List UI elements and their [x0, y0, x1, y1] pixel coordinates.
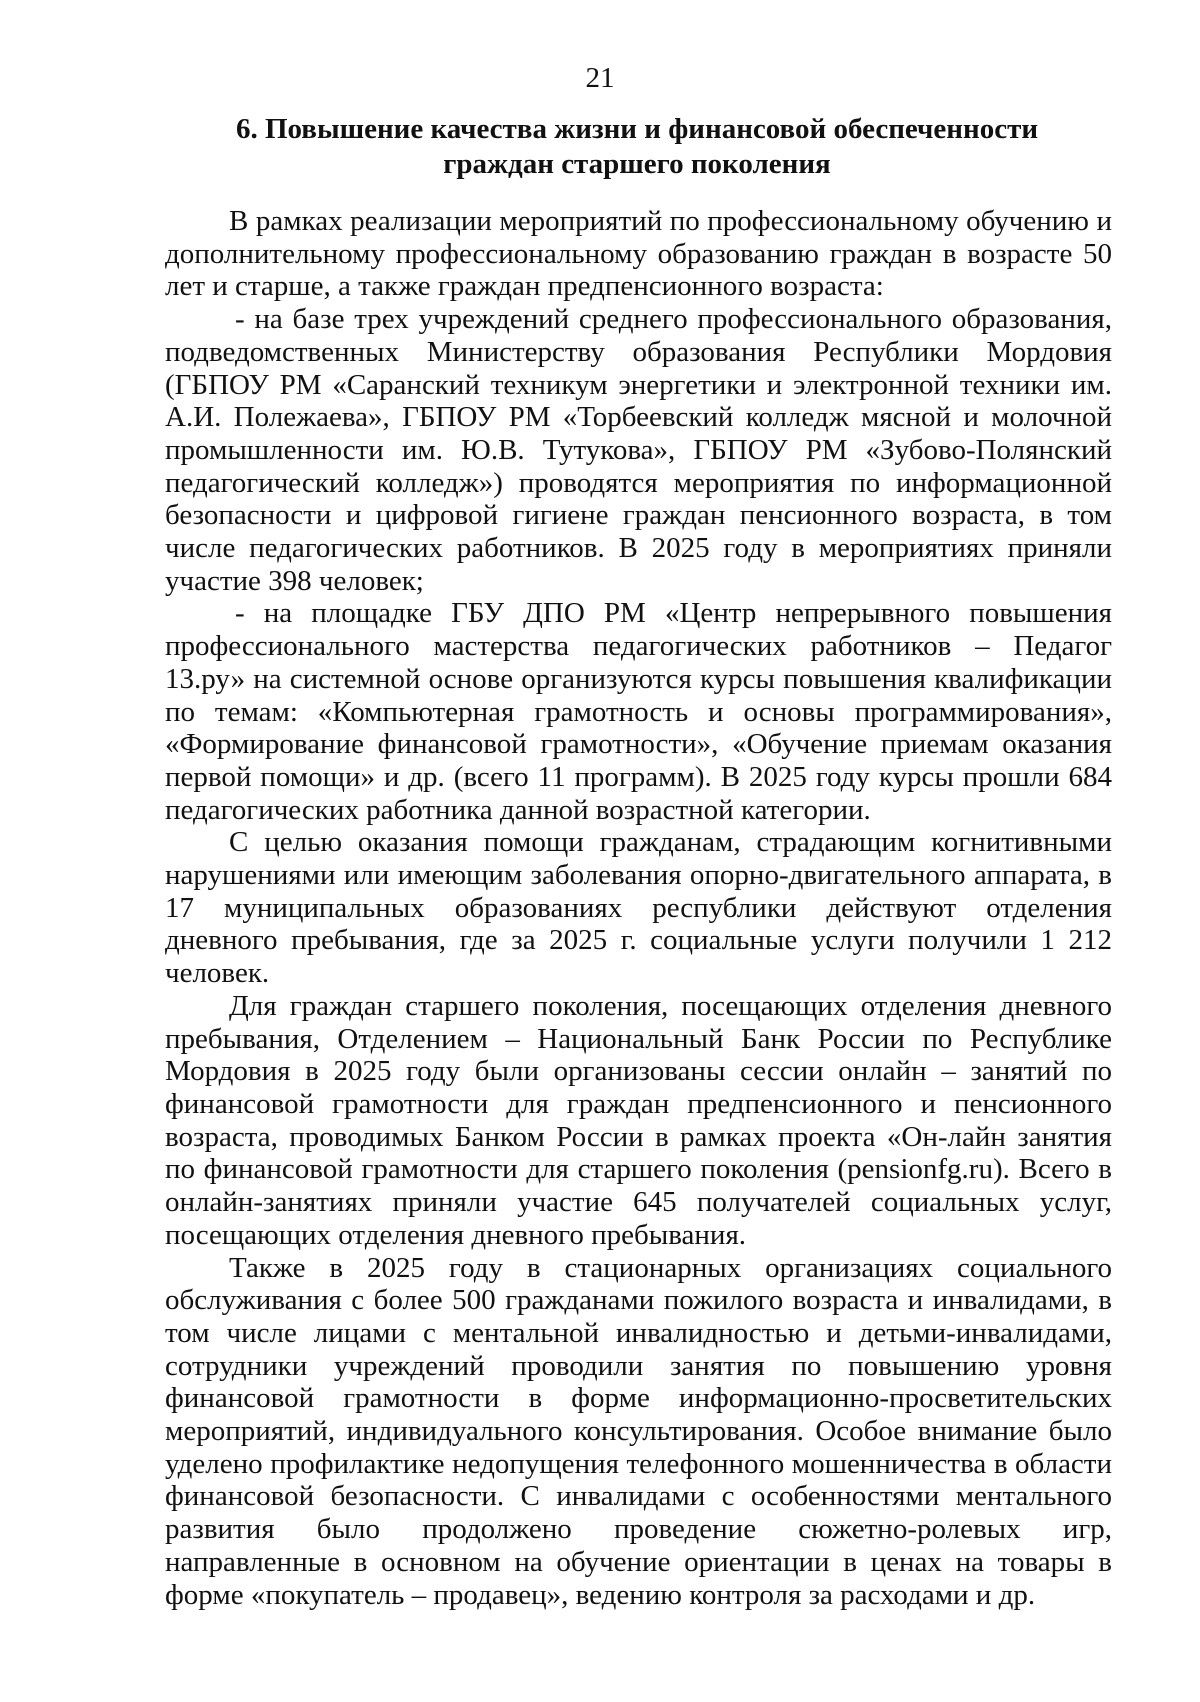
paragraph-day-care: С целью оказания помощи гражданам, страдающим когнитивными нарушениями или имеющим заболевания опорно-двигательного аппарата, в 17 муниципальных образованиях республики действуют отделения дневного пребывания, где за 2025 г. социальные услуги получили 1 212 человек. — [165, 826, 1112, 990]
paragraph-list-item-spo: - на базе трех учреждений среднего профессионального образования, подведомственных Министерству образования Республики Мордовия (ГБПОУ РМ «Саранский техникум энергетики и электронной техники им. А.И. Полежаева», ГБПОУ РМ «Торбеевский колледж мясной и молочной промышленности им. Ю.В. Тутукова», ГБПОУ РМ «Зубово-Полянский педагогический колледж») проводятся мероприятия по информационной безопасности и цифровой гигиене граждан пенсионного возраста, в том числе педагогических работников. В 2025 году в мероприятиях приняли участие 398 человек; — [165, 303, 1112, 597]
section-heading-line-1: 6. Повышение качества жизни и финансовой обеспеченности — [235, 113, 1039, 145]
page-number: 21 — [585, 62, 615, 94]
section-heading — [160, 112, 1114, 182]
paragraph-list-item-dpo: - на площадке ГБУ ДПО РМ «Центр непрерывного повышения профессионального мастерства педагогических работников – Педагог 13.ру» на системной основе организуются курсы повышения квалификации по темам: «Компьютерная грамотность и основы программирования», «Формирование финансовой грамотности», «Обучение приемам оказания первой помощи» и др. (всего 11 программ). В 2025 году курсы прошли 684 педагогических работника данной возрастной категории. — [165, 597, 1112, 826]
paragraph-stationary-organizations: Также в 2025 году в стационарных организациях социального обслуживания с более 500 гражданами пожилого возраста и инвалидами, в том числе лицами с ментальной инвалидностью и детьми-инвалидами, сотрудники учреждений проводили занятия по повышению уровня финансовой грамотности в форме информационно-просветительских мероприятий, индивидуального консультирования. Особое внимание было уделено профилактике недопущения телефонного мошенничества в области финансовой безопасности. С инвалидами с особенностями ментального развития было продолжено проведение сюжетно-ролевых игр, направленные в основном на обучение ориентации в ценах на товары в форме «покупатель – продавец», ведению контроля за расходами и др. — [165, 1251, 1112, 1611]
paragraph-bank-sessions: Для граждан старшего поколения, посещающих отделения дневного пребывания, Отделением – Национальный Банк России по Республике Мордовия в 2025 году были организованы сессии онлайн – занятий по финансовой грамотности для граждан предпенсионного и пенсионного возраста, проводимых Банком России в рамках проекта «Он-лайн занятия по финансовой грамотности для старшего поколения (pensionfg.ru). Всего в онлайн-занятиях приняли участие 645 получателей социальных услуг, посещающих отделения дневного пребывания. — [165, 989, 1112, 1251]
document-body — [165, 205, 1112, 1611]
paragraph-intro: В рамках реализации мероприятий по профессиональному обучению и дополнительному профессиональному образованию граждан в возрасте 50 лет и старше, а также граждан предпенсионного возраста: — [165, 205, 1112, 303]
section-heading-line-2: граждан старшего поколения — [443, 148, 831, 180]
